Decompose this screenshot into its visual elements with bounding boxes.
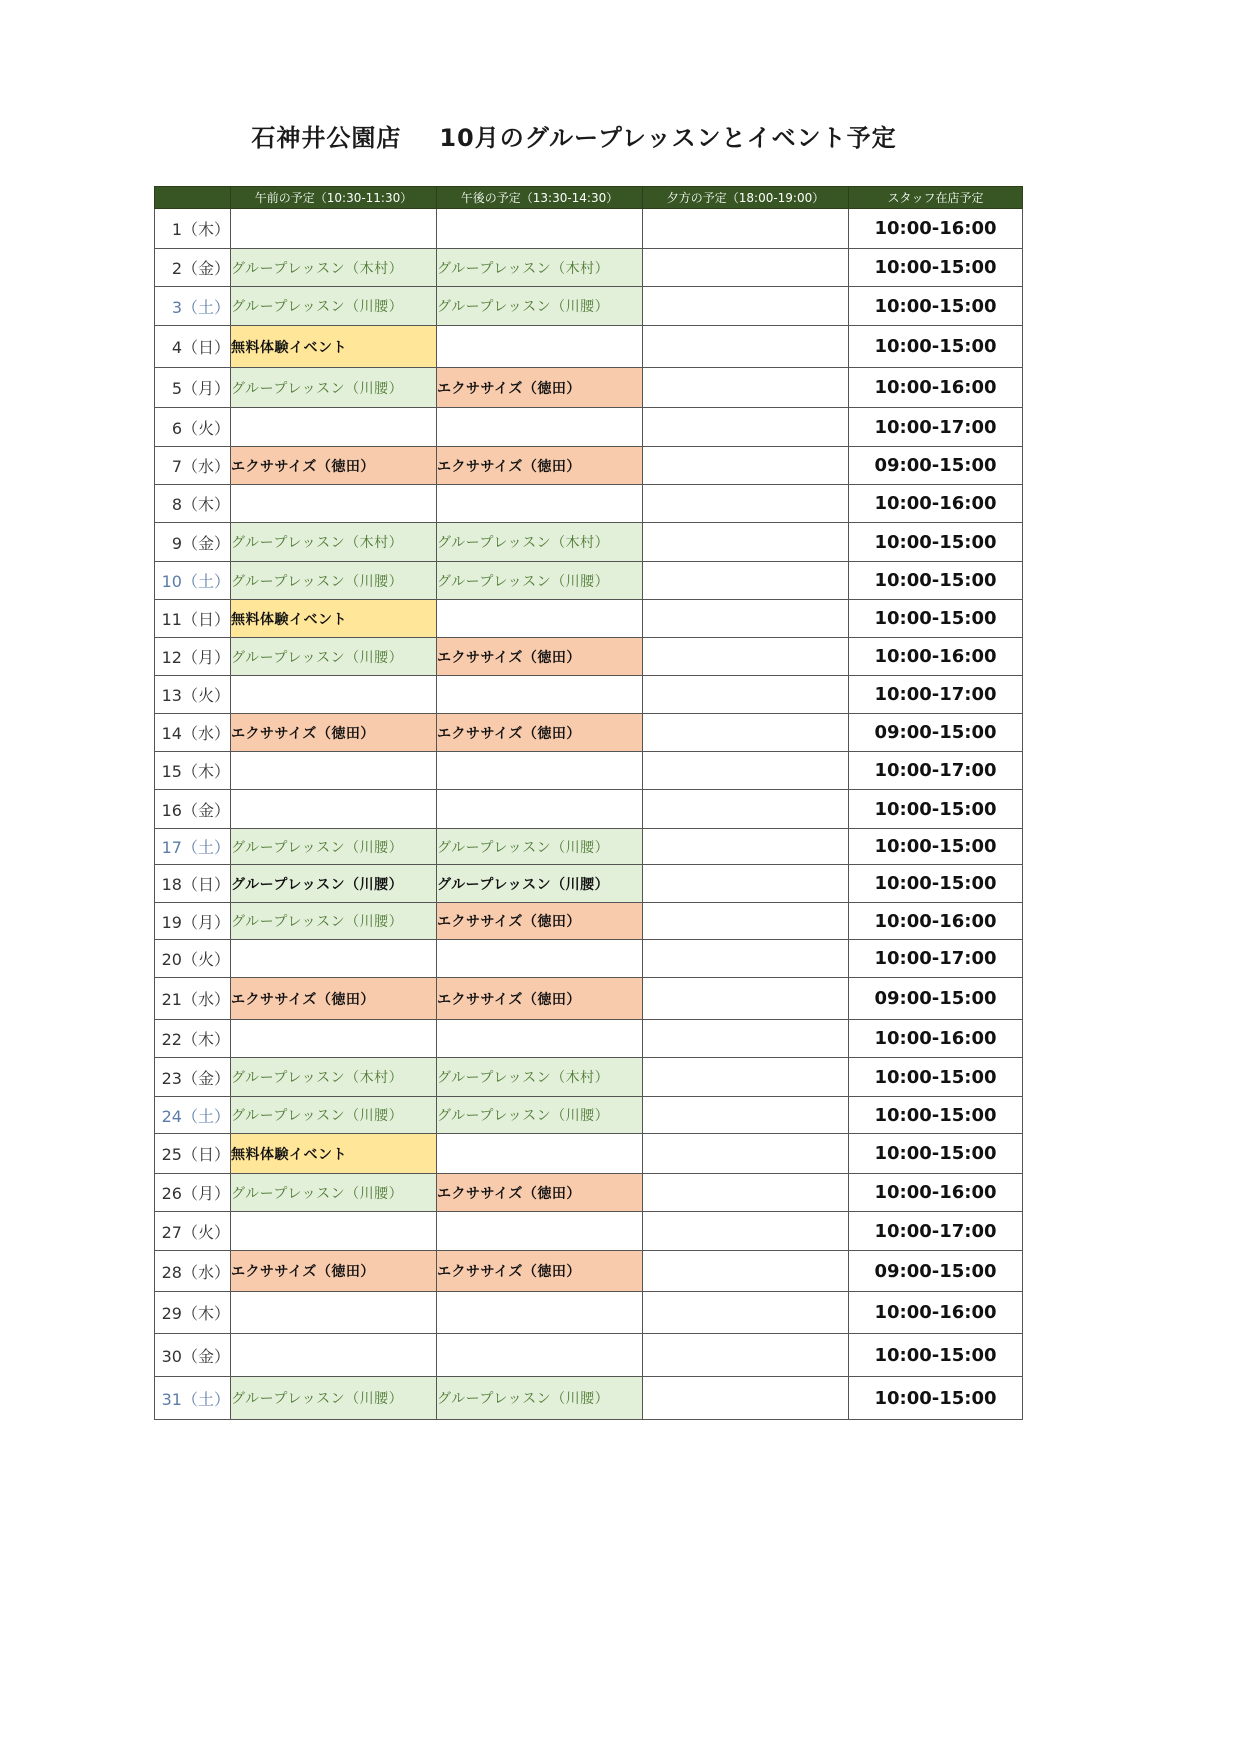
staff-hours: 10:00-17:00	[849, 752, 1023, 790]
table-row	[155, 408, 1023, 447]
staff-hours: 10:00-16:00	[849, 1292, 1023, 1334]
evening-slot	[643, 408, 849, 447]
evening-slot	[643, 829, 849, 865]
morning-slot: グループレッスン（川腰）	[231, 368, 437, 408]
table-row	[155, 638, 1023, 676]
evening-slot	[643, 790, 849, 829]
morning-slot: グループレッスン（川腰）	[231, 1097, 437, 1134]
morning-slot: エクササイズ（徳田）	[231, 978, 437, 1020]
day-cell: 20（火）	[155, 940, 231, 978]
table-row	[155, 752, 1023, 790]
table-row	[155, 326, 1023, 368]
day-cell: 21（水）	[155, 978, 231, 1020]
morning-slot: グループレッスン（川腰）	[231, 829, 437, 865]
day-cell: 12（月）	[155, 638, 231, 676]
afternoon-slot: エクササイズ（徳田）	[437, 1251, 643, 1292]
morning-slot	[231, 1292, 437, 1334]
afternoon-slot	[437, 752, 643, 790]
day-cell: 22（木）	[155, 1020, 231, 1058]
store-name: 石神井公園店	[251, 124, 402, 152]
day-cell: 16（金）	[155, 790, 231, 829]
evening-slot	[643, 638, 849, 676]
day-cell: 13（火）	[155, 676, 231, 714]
afternoon-slot	[437, 485, 643, 523]
morning-slot: 無料体験イベント	[231, 326, 437, 368]
staff-hours: 10:00-15:00	[849, 865, 1023, 903]
table-row	[155, 865, 1023, 903]
morning-slot: グループレッスン（川腰）	[231, 638, 437, 676]
evening-slot	[643, 287, 849, 326]
table-row	[155, 485, 1023, 523]
day-cell: 24（土）	[155, 1097, 231, 1134]
schedule-body	[155, 209, 1023, 1420]
header-evening: 夕方の予定（18:00-19:00）	[643, 187, 849, 209]
morning-slot: グループレッスン（川腰）	[231, 562, 437, 600]
morning-slot	[231, 408, 437, 447]
staff-hours: 10:00-17:00	[849, 408, 1023, 447]
table-row	[155, 1334, 1023, 1377]
staff-hours: 09:00-15:00	[849, 714, 1023, 752]
day-cell: 19（月）	[155, 903, 231, 940]
afternoon-slot: エクササイズ（徳田）	[437, 714, 643, 752]
day-cell: 1（木）	[155, 209, 231, 249]
table-row	[155, 1134, 1023, 1174]
morning-slot	[231, 209, 437, 249]
day-cell: 10（土）	[155, 562, 231, 600]
morning-slot	[231, 940, 437, 978]
table-row	[155, 978, 1023, 1020]
evening-slot	[643, 1251, 849, 1292]
table-row	[155, 1251, 1023, 1292]
evening-slot	[643, 326, 849, 368]
table-row	[155, 1377, 1023, 1420]
afternoon-slot	[437, 940, 643, 978]
afternoon-slot: グループレッスン（川腰）	[437, 865, 643, 903]
evening-slot	[643, 562, 849, 600]
afternoon-slot: エクササイズ（徳田）	[437, 978, 643, 1020]
evening-slot	[643, 1134, 849, 1174]
table-row	[155, 287, 1023, 326]
afternoon-slot	[437, 1134, 643, 1174]
afternoon-slot	[437, 408, 643, 447]
morning-slot: エクササイズ（徳田）	[231, 447, 437, 485]
staff-hours: 09:00-15:00	[849, 447, 1023, 485]
evening-slot	[643, 249, 849, 287]
staff-hours: 10:00-15:00	[849, 523, 1023, 562]
morning-slot	[231, 752, 437, 790]
day-cell: 8（木）	[155, 485, 231, 523]
morning-slot	[231, 1020, 437, 1058]
afternoon-slot: グループレッスン（木村）	[437, 1058, 643, 1097]
day-cell: 9（金）	[155, 523, 231, 562]
staff-hours: 10:00-16:00	[849, 903, 1023, 940]
header-staff: スタッフ在店予定	[849, 187, 1023, 209]
afternoon-slot	[437, 1334, 643, 1377]
afternoon-slot	[437, 600, 643, 638]
day-cell: 29（木）	[155, 1292, 231, 1334]
day-cell: 23（金）	[155, 1058, 231, 1097]
morning-slot: グループレッスン（木村）	[231, 249, 437, 287]
day-cell: 6（火）	[155, 408, 231, 447]
afternoon-slot: エクササイズ（徳田）	[437, 638, 643, 676]
table-row	[155, 600, 1023, 638]
morning-slot: 無料体験イベント	[231, 600, 437, 638]
morning-slot	[231, 676, 437, 714]
header-afternoon: 午後の予定（13:30-14:30）	[437, 187, 643, 209]
table-row	[155, 1097, 1023, 1134]
afternoon-slot: グループレッスン（川腰）	[437, 829, 643, 865]
table-row	[155, 1058, 1023, 1097]
schedule-heading: 10月のグループレッスンとイベント予定	[439, 124, 897, 152]
table-row	[155, 562, 1023, 600]
table-row	[155, 209, 1023, 249]
staff-hours: 10:00-16:00	[849, 638, 1023, 676]
page-title	[0, 118, 1148, 153]
table-row	[155, 447, 1023, 485]
table-row	[155, 368, 1023, 408]
morning-slot: グループレッスン（川腰）	[231, 865, 437, 903]
afternoon-slot: エクササイズ（徳田）	[437, 368, 643, 408]
morning-slot: グループレッスン（川腰）	[231, 1174, 437, 1212]
morning-slot	[231, 790, 437, 829]
day-cell: 30（金）	[155, 1334, 231, 1377]
evening-slot	[643, 485, 849, 523]
afternoon-slot	[437, 1292, 643, 1334]
staff-hours: 10:00-17:00	[849, 1212, 1023, 1251]
table-row	[155, 714, 1023, 752]
evening-slot	[643, 1334, 849, 1377]
staff-hours: 10:00-15:00	[849, 600, 1023, 638]
day-cell: 5（月）	[155, 368, 231, 408]
morning-slot	[231, 1212, 437, 1251]
afternoon-slot: エクササイズ（徳田）	[437, 903, 643, 940]
day-cell: 7（水）	[155, 447, 231, 485]
afternoon-slot: グループレッスン（川腰）	[437, 1377, 643, 1420]
header-day	[155, 187, 231, 209]
evening-slot	[643, 368, 849, 408]
afternoon-slot	[437, 676, 643, 714]
staff-hours: 10:00-15:00	[849, 1058, 1023, 1097]
staff-hours: 10:00-15:00	[849, 326, 1023, 368]
morning-slot: 無料体験イベント	[231, 1134, 437, 1174]
evening-slot	[643, 1097, 849, 1134]
morning-slot	[231, 485, 437, 523]
evening-slot	[643, 1292, 849, 1334]
day-cell: 14（水）	[155, 714, 231, 752]
staff-hours: 10:00-15:00	[849, 1377, 1023, 1420]
afternoon-slot: グループレッスン（木村）	[437, 249, 643, 287]
day-cell: 3（土）	[155, 287, 231, 326]
afternoon-slot: エクササイズ（徳田）	[437, 447, 643, 485]
evening-slot	[643, 1058, 849, 1097]
schedule-table	[154, 186, 1023, 1420]
staff-hours: 10:00-15:00	[849, 829, 1023, 865]
morning-slot: エクササイズ（徳田）	[231, 714, 437, 752]
day-cell: 28（水）	[155, 1251, 231, 1292]
day-cell: 25（日）	[155, 1134, 231, 1174]
afternoon-slot	[437, 1212, 643, 1251]
morning-slot: グループレッスン（川腰）	[231, 903, 437, 940]
table-row	[155, 829, 1023, 865]
day-cell: 15（木）	[155, 752, 231, 790]
day-cell: 2（金）	[155, 249, 231, 287]
table-row	[155, 1292, 1023, 1334]
staff-hours: 10:00-15:00	[849, 1334, 1023, 1377]
morning-slot: グループレッスン（木村）	[231, 523, 437, 562]
staff-hours: 10:00-15:00	[849, 249, 1023, 287]
morning-slot	[231, 1334, 437, 1377]
afternoon-slot: エクササイズ（徳田）	[437, 1174, 643, 1212]
afternoon-slot: グループレッスン（木村）	[437, 523, 643, 562]
table-row	[155, 1174, 1023, 1212]
morning-slot: グループレッスン（川腰）	[231, 287, 437, 326]
staff-hours: 10:00-16:00	[849, 368, 1023, 408]
day-cell: 4（日）	[155, 326, 231, 368]
afternoon-slot	[437, 209, 643, 249]
day-cell: 18（日）	[155, 865, 231, 903]
staff-hours: 10:00-15:00	[849, 1097, 1023, 1134]
header-morning: 午前の予定（10:30-11:30）	[231, 187, 437, 209]
table-row	[155, 940, 1023, 978]
day-cell: 11（日）	[155, 600, 231, 638]
day-cell: 17（土）	[155, 829, 231, 865]
staff-hours: 10:00-16:00	[849, 485, 1023, 523]
staff-hours: 09:00-15:00	[849, 978, 1023, 1020]
evening-slot	[643, 209, 849, 249]
evening-slot	[643, 865, 849, 903]
evening-slot	[643, 1174, 849, 1212]
evening-slot	[643, 752, 849, 790]
evening-slot	[643, 1020, 849, 1058]
evening-slot	[643, 714, 849, 752]
table-row	[155, 1212, 1023, 1251]
staff-hours: 10:00-16:00	[849, 1020, 1023, 1058]
day-cell: 31（土）	[155, 1377, 231, 1420]
evening-slot	[643, 1212, 849, 1251]
staff-hours: 10:00-17:00	[849, 676, 1023, 714]
day-cell: 26（月）	[155, 1174, 231, 1212]
morning-slot: グループレッスン（木村）	[231, 1058, 437, 1097]
evening-slot	[643, 903, 849, 940]
header-row	[155, 187, 1023, 209]
table-row	[155, 903, 1023, 940]
staff-hours: 10:00-16:00	[849, 1174, 1023, 1212]
afternoon-slot: グループレッスン（川腰）	[437, 1097, 643, 1134]
evening-slot	[643, 600, 849, 638]
table-row	[155, 790, 1023, 829]
table-row	[155, 1020, 1023, 1058]
afternoon-slot	[437, 1020, 643, 1058]
staff-hours: 10:00-15:00	[849, 287, 1023, 326]
table-row	[155, 249, 1023, 287]
staff-hours: 10:00-15:00	[849, 1134, 1023, 1174]
table-row	[155, 676, 1023, 714]
afternoon-slot	[437, 326, 643, 368]
staff-hours: 10:00-15:00	[849, 562, 1023, 600]
staff-hours: 10:00-17:00	[849, 940, 1023, 978]
table-row	[155, 523, 1023, 562]
morning-slot: エクササイズ（徳田）	[231, 1251, 437, 1292]
staff-hours: 10:00-16:00	[849, 209, 1023, 249]
staff-hours: 09:00-15:00	[849, 1251, 1023, 1292]
morning-slot: グループレッスン（川腰）	[231, 1377, 437, 1420]
evening-slot	[643, 978, 849, 1020]
day-cell: 27（火）	[155, 1212, 231, 1251]
staff-hours: 10:00-15:00	[849, 790, 1023, 829]
afternoon-slot: グループレッスン（川腰）	[437, 287, 643, 326]
evening-slot	[643, 940, 849, 978]
afternoon-slot: グループレッスン（川腰）	[437, 562, 643, 600]
evening-slot	[643, 676, 849, 714]
evening-slot	[643, 523, 849, 562]
afternoon-slot	[437, 790, 643, 829]
evening-slot	[643, 447, 849, 485]
evening-slot	[643, 1377, 849, 1420]
